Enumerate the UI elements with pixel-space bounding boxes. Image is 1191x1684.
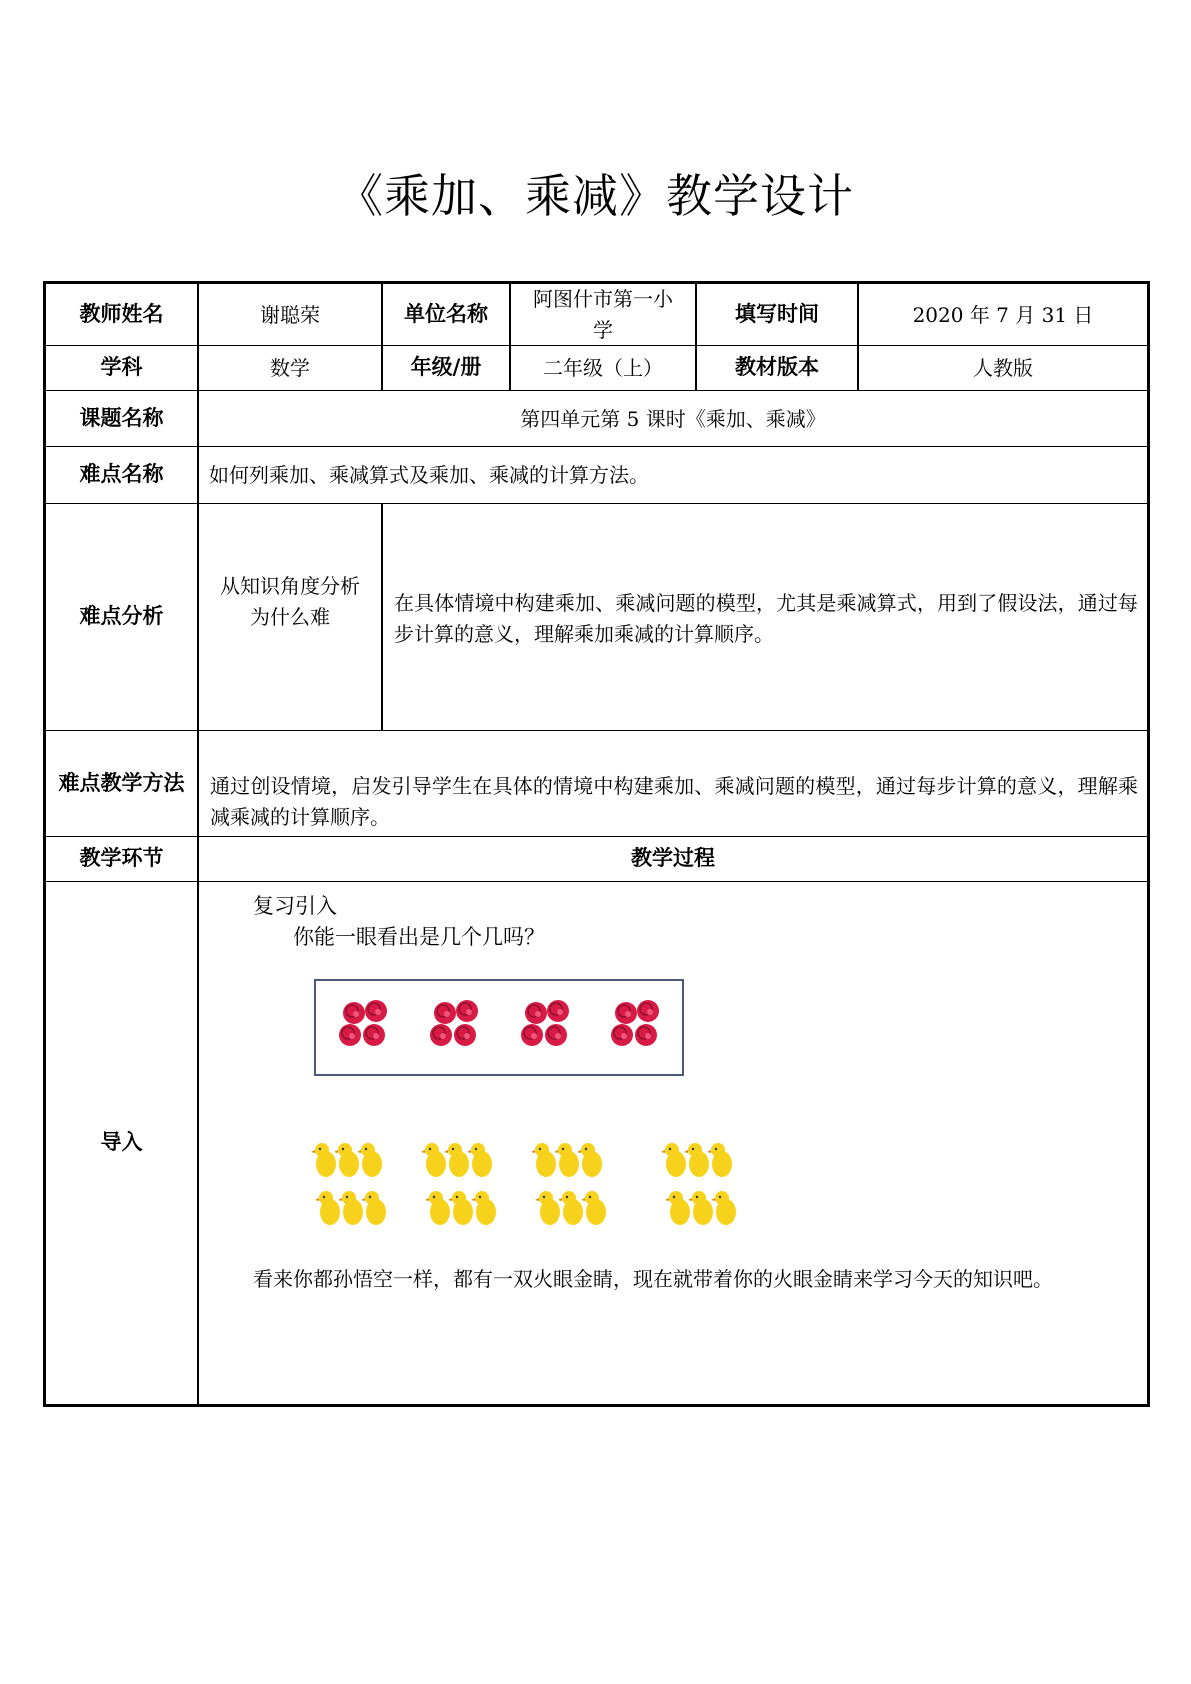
rose-icon [365,1000,387,1022]
rose-icon [454,1024,476,1046]
rose-icon [545,1024,567,1046]
subject-label: 学科 [100,355,143,380]
grade-label: 年级/册 [410,355,482,380]
subject-value: 数学 [270,356,310,380]
rose-icon [456,1000,478,1022]
unit-name-label: 单位名称 [404,301,488,326]
chick-group [421,1143,496,1225]
rose-icon [611,1024,633,1046]
rose-group [339,1000,387,1046]
chick-icon [554,1143,579,1177]
chick-icon [467,1143,492,1177]
rose-group [430,1000,478,1046]
chick-icon [361,1191,386,1225]
method-value: 通过创设情境，启发引导学生在具体的情境中构建乘加、乘减问题的模型，通过每步计算的意义，理解乘减乘减的计算顺序。 [210,774,1138,829]
unit-name-value: 阿图什市第一小学 [533,286,673,342]
chick-icon [315,1191,340,1225]
chick-icon [334,1143,359,1177]
chick-icon [688,1191,713,1225]
rose-icon [339,1024,361,1046]
teacher-name-value: 谢聪荣 [260,302,320,327]
intro-closing: 看来你都孙悟空一样，都有一双火眼金睛，现在就带着你的火眼金睛来学习今天的知识吧。 [253,1267,1053,1291]
chick-group [531,1143,606,1225]
fill-date-value: 2020 年 7 月 31 日 [912,302,1094,327]
chick-icon [711,1191,736,1225]
rose-icon [525,1002,547,1024]
difficulty-value: 如何列乘加、乘减算式及乘加、乘减的计算方法。 [209,463,649,487]
chick-icon [357,1143,382,1177]
process-header: 教学过程 [631,846,715,871]
edition-value: 人教版 [973,356,1033,380]
chick-group [661,1143,736,1225]
chick-icon [577,1143,602,1177]
chick-icon [665,1191,690,1225]
intro-heading: 复习引入 [253,894,337,918]
rose-icon [637,1000,659,1022]
chick-icon [311,1143,336,1177]
rose-group [521,1000,569,1046]
fill-date-label: 填写时间 [735,301,819,326]
chick-icon [421,1143,446,1177]
grade-value: 二年级（上） [543,356,663,380]
intro-question: 你能一眼看出是几个几吗？ [293,925,545,949]
chick-icon [531,1143,556,1177]
chick-icon [707,1143,732,1177]
rose-icon [434,1002,456,1024]
rose-icon [547,1000,569,1022]
chicks-illustration [310,1130,780,1240]
rose-icon [430,1024,452,1046]
analysis-sub-label: 从知识角度分析为什么难 [220,574,360,629]
chick-icon [558,1191,583,1225]
chick-icon [581,1191,606,1225]
intro-stage-label: 导入 [100,1130,143,1155]
chick-icon [661,1143,686,1177]
topic-label: 课题名称 [79,405,164,430]
roses-illustration [316,981,682,1074]
chick-icon [471,1191,496,1225]
analysis-value: 在具体情境中构建乘加、乘减问题的模型，尤其是乘减算式，用到了假设法，通过每步计算的意义，理解乘加乘减的计算顺序。 [394,591,1138,646]
chick-icon [338,1191,363,1225]
method-label: 难点教学方法 [58,770,185,795]
chick-icon [535,1191,560,1225]
topic-value: 第四单元第 5 课时《乘加、乘减》 [520,406,826,431]
chick-icon [444,1143,469,1177]
chick-group [311,1143,386,1225]
chick-icon [684,1143,709,1177]
rose-group [611,1000,659,1046]
difficulty-label: 难点名称 [79,462,164,487]
stage-header: 教学环节 [79,846,164,871]
chick-icon [425,1191,450,1225]
teacher-name-label: 教师姓名 [79,301,164,326]
rose-icon [615,1002,637,1024]
rose-icon [343,1002,365,1024]
rose-icon [363,1024,385,1046]
rose-icon [521,1024,543,1046]
roses-picture [314,979,684,1076]
rose-icon [635,1024,657,1046]
page-title: 《乘加、乘减》教学设计 [337,169,854,223]
edition-label: 教材版本 [735,355,819,380]
analysis-label: 难点分析 [79,604,164,629]
chick-icon [448,1191,473,1225]
